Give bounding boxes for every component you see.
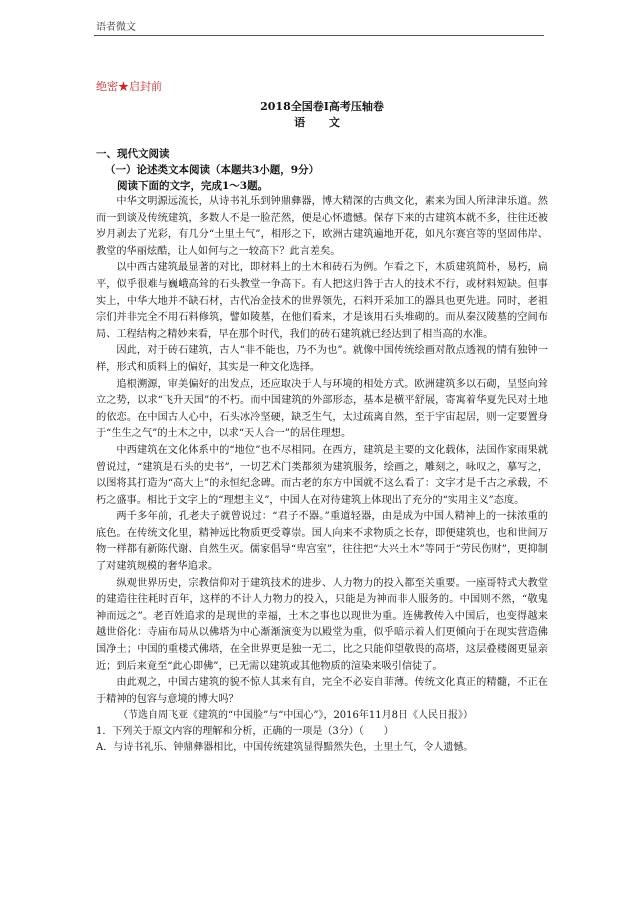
header-source: 语者微文 xyxy=(96,22,136,33)
passage-paragraph: 中西建筑在文化体系中的“地位”也不尽相同。在西方，建筑是主要的文化载体，法国作家雨果就曾说过，“建筑是石头的史书”，一切艺术门类都须为建筑服务，绘画之，雕刻之，咏叹之，摹写之，以图将其打造为“高大上”的永恒纪念碑。而古老的东方中国就不这么看了：文字才是千古之承载，不朽之盛事。相比于文字上的“理想主义”，中国人在对待建筑上体现出了充分的“实用主义”态度。 xyxy=(96,444,548,506)
passage-paragraph: 因此，对于砖石建筑，古人“非不能也，乃不为也”。就像中国传统绘画对散点透视的情有独钟一样，形式和质料上的偏好，其实是一种文化选择。 xyxy=(96,345,548,373)
reading-instruction: 阅读下面的文字，完成1～3题。 xyxy=(117,180,269,192)
question-option: A．与诗书礼乐、钟鼎彝器相比，中国传统建筑显得黯然失色，土里土气，令人遗憾。 xyxy=(96,742,474,754)
passage-paragraph: 追根溯源，审美偏好的出发点，还应取决于人与环境的相处方式。欧洲建筑多以石砌，呈竖向耸立之势，以求“飞升天国”的不朽。而中国建筑的外部形态，基本是横平舒展，寄寓着华夏先民对土地的依恋。在中国古人心中，石头冰冷坚硬，缺乏生气，太过疏离自然，至于宇宙起居，则一定要置身于“生生之气”的土木之中，以求“天人合一”的居住理想。 xyxy=(96,378,548,440)
document-page xyxy=(96,78,548,756)
source-note: （节选自周飞亚《建筑的“中国脸”与“中国心”》，2016年11月8日《人民日报》） xyxy=(118,710,473,722)
question-stem: 1．下列关于原文内容的理解和分析，正确的一项是（3分）（ ） xyxy=(96,726,394,738)
passage xyxy=(96,194,548,708)
secret-label: 绝密★启封前 xyxy=(96,80,162,93)
exam-subject: 语 文 xyxy=(294,116,350,129)
passage-paragraph: 由此观之，中国古建筑的貌不惊人其来有自，完全不必妄自菲薄。传统文化真正的精髓，不正在于精神的包容与意境的博大吗？ xyxy=(96,677,548,705)
passage-paragraph: 以中西古建筑最显著的对比，即材料上的土木和砖石为例。乍看之下，木质建筑简朴，易朽，扁平，似乎很难与巍峨高耸的石头教堂一争高下。有人把这归咎于古人的技术不行，或材料短缺。但事实上，中华大地并不缺石材，古代冶金技术的世界领先，石料开采加工的器具也更先进。同时，老祖宗们并非完全不用石料修筑，譬如陵墓，在他们看来，才是该用石头堆砌的。而从秦汉陵墓的空间布局、工程结构之精妙来看，早在那个时代，我们的砖石建筑就已经达到了相当高的水准。 xyxy=(96,262,548,340)
exam-title: 2018全国卷Ⅰ高考压轴卷 xyxy=(260,100,384,113)
subsection-heading: （一）论述类文本阅读（本题共3小题，9分） xyxy=(105,164,320,176)
header-rule xyxy=(94,35,544,36)
section-heading: 一、现代文阅读 xyxy=(96,148,170,160)
passage-paragraph: 两千多年前，孔老夫子就曾说过：“君子不器。”重道轻器，由是成为中国人精神上的一抹浓重的底色。在传统文化里，精神远比物质更受尊崇。国人向来不求物质之长存，即便建筑也，也和世间万物一样都有新陈代谢、自然生灭。儒家倡导“卑宫室”，往往把“大兴土木”等同于“劳民伤财”，更抑制了对建筑规模的奢华追求。 xyxy=(96,511,548,573)
passage-paragraph: 中华文明源远流长，从诗书礼乐到钟鼎彝器，博大精深的古典文化，素来为国人所津津乐道。然而一到谈及传统建筑，多数人不是一脸茫然，便是心怀遗憾。保存下来的古建筑本就不多，往往还被岁月剥去了光彩，有几分“土里土气”，相形之下，欧洲古建筑遍地开花，如凡尔赛宫等的坚固伟岸、教堂的华丽炫酷，让人如何与之一较高下？此言差矣。 xyxy=(96,196,548,257)
passage-paragraph: 纵观世界历史，宗教信仰对于建筑技术的进步、人力物力的投入都至关重要。一座哥特式大教堂的建造往往耗时百年，这样的不计人力物力的投入，只能是为神而非人服务的。中国则不然，“敬鬼神而远之”。老百姓追求的是现世的幸福，土木之事也以现世为重。连佛教传入中国后，也变得越来越世俗化：寺庙布局从以佛塔为中心渐渐演变为以殿堂为重，似乎暗示着人们更倾向于在现实营造佛国净土；中国的重楼式佛塔，在全世界更是独一无二，比之只能仰望敬畏的高塔，这层叠楼阁更显亲近；到后来竟至“此心即佛”，已无需以建筑或其他物质的渲染来吸引信徒了。 xyxy=(96,577,548,672)
